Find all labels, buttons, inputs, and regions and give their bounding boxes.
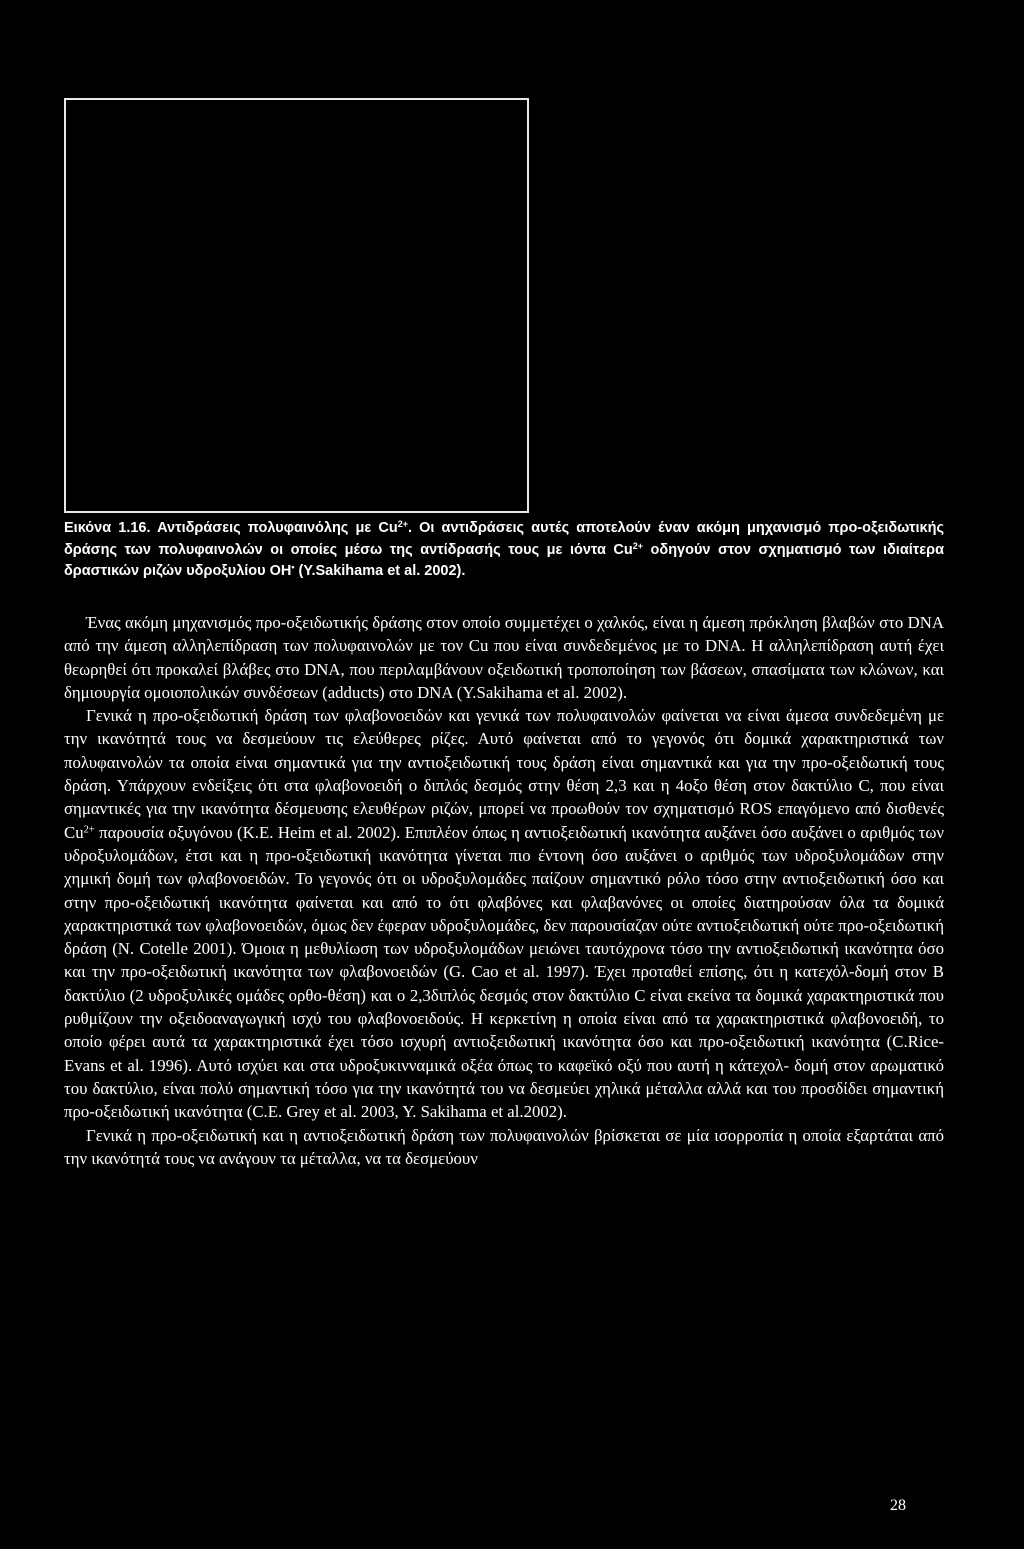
paragraph-text: παρουσία οξυγόνου (K.E. Heim et al. 2002). Επιπλέον όπως η αντιοξειδωτική ικανότητα αυξάνει όσο αυξάνει ο αριθμός των υδροξυλομάδων, έτσι και η προ-οξειδωτική ικανότητα γίνεται πιο έντονη όσο αυξάνει ο αριθμός των υδροξυλομάδων στην χημική δομή των φλαβονοειδών. Το γεγονός ότι οι υδροξυλομάδες παίζουν σημαντικό ρόλο τόσο στην αντιοξειδωτική όσο και στην προ-οξειδωτική ικανότητα φαίνεται και από το ότι φλαβόνες και φλαβανόνες οι οποίες διατηρούσαν όλα τα δομικά χαρακτηριστικά των φλαβονοειδών, όμως δεν έφεραν υδροξυλομάδες, δεν παρουσίαζαν ούτε αντιοξειδωτική ούτε προ-οξειδωτική δράση (N. Cotelle 2001). Όμοια η μεθυλίωση των υδροξυλομάδων μειώνει ταυτόχρονα τόσο την αντιοξειδωτική ικανότητα όσο και την προ-οξειδωτική ικανότητα των φλαβονοειδών (G. Cao et al. 1997). Έχει προταθεί επίσης, ότι η κατεχόλ-δομή στον B δακτύλιο (2 υδροξυλικές ομάδες ορθο-θέση) και ο 2,3διπλός δεσμός στον δακτύλιο C είναι εκείνα τα δομικά χαρακτηριστικά που ρυθμίζουν την οξειδοαναγωγική ισχύ του φλαβονοειδούς. Η κερκετίνη η οποία είναι από τα χαρακτηριστικά φλαβονοειδή, το οποίο φέρει αυτά τα χαρακτηριστικά έχει τόσο ισχυρή αντιοξειδωτική ικανότητα όσο και προ-οξειδωτική ικανότητα (C.Rice-Evans et al. 1996). Αυτό ισχύει και στα υδροξυκινναμικά οξέα όπως το καφεϊκό οξύ που αυτή η κάτεχολ- δομή στον αρωματικό του δακτύλιο, είναι πολύ σημαντική τόσο για την ικανότητά του να δεσμεύει χηλικά μέταλλα αλλά και του προσδίδει σημαντική προ-οξειδωτική ικανότητα (C.E. Grey et al. 2003, Y. Sakihama et al.2002).	[64, 822, 944, 1122]
caption-text: (Y.Sakihama et al. 2002).	[294, 563, 466, 579]
paragraph-3: Γενικά η προ-οξειδωτική και η αντιοξειδωτική δράση των πολυφαινολών βρίσκεται σε μία ισορροπία η οποία εξαρτάται από την ικανότητά τους να ανάγουν τα μέταλλα, να τα δεσμεύουν	[64, 1125, 944, 1168]
paragraph-text: Γενικά η προ-οξειδωτική δράση των φλαβονοειδών και γενικά των πολυφαινολών φαίνεται να είναι άμεσα συνδεδεμένη με την ικανότητά τους να δεσμεύουν τις ελεύθερες ρίζες. Αυτό φαίνεται από το γεγονός ότι δομικά χαρακτηριστικά των πολυφαινολών τα οποία είναι σημαντικά για την αντιοξειδωτική τους δράση είναι σημαντικά και για την προ-οξειδωτική τους δράση. Υπάρχουν ενδείξεις ότι στα φλαβονοειδή ο διπλός δεσμός στην θέση 2,3 και η 4οξο θέση στον δακτύλιο C, που είναι σημαντικές για την ικανότητα δέσμευσης ελευθέρων ριζών, μπορεί να προωθούν τον σχηματισμό ROS επαγόμενο από δισθενές Cu	[64, 706, 944, 842]
figure-caption	[64, 518, 944, 583]
superscript-charge: 2+	[83, 823, 95, 835]
caption-text: . Οι αντιδράσεις αυτές αποτελούν έναν ακόμη μηχανισμό προ-οξειδωτικής δράσης των πολυφαινολών οι οποίες μέσω της αντίδρασής τους με ιόντα Cu	[64, 520, 944, 558]
paragraph-1: Ένας ακόμη μηχανισμός προ-οξειδωτικής δράσης στον οποίο συμμετέχει ο χαλκός, είναι η άμεση πρόκληση βλαβών στο DNA από την άμεση αλληλεπίδραση των πολυφαινολών με τον Cu που είναι συνδεδεμένος με το DNA. Η αλληλεπίδραση αυτή έχει θεωρηθεί ότι προκαλεί βλάβες στο DNA, που περιλαμβάνουν οξειδωτική τροποποίηση των βάσεων, σπασίματα των κλώνων, και δημιουργία ομοιοπολικών συνδέσεων (adducts) στο DNA (Y.Sakihama et al. 2002).	[64, 613, 944, 702]
caption-text: οδηγούν στον σχηματισμό των ιδιαίτερα δραστικών ριζών υδροξυλίου OH	[64, 541, 944, 579]
caption-text: Εικόνα 1.16. Αντιδράσεις πολυφαινόλης με Cu	[64, 520, 398, 536]
paragraph-2	[64, 704, 944, 1123]
superscript-charge: 2+	[632, 540, 643, 551]
superscript-radical: •	[291, 562, 295, 573]
figure-frame	[64, 98, 529, 513]
page-number: 28	[890, 1497, 906, 1514]
body-text	[64, 611, 944, 1170]
superscript-charge: 2+	[397, 519, 408, 530]
